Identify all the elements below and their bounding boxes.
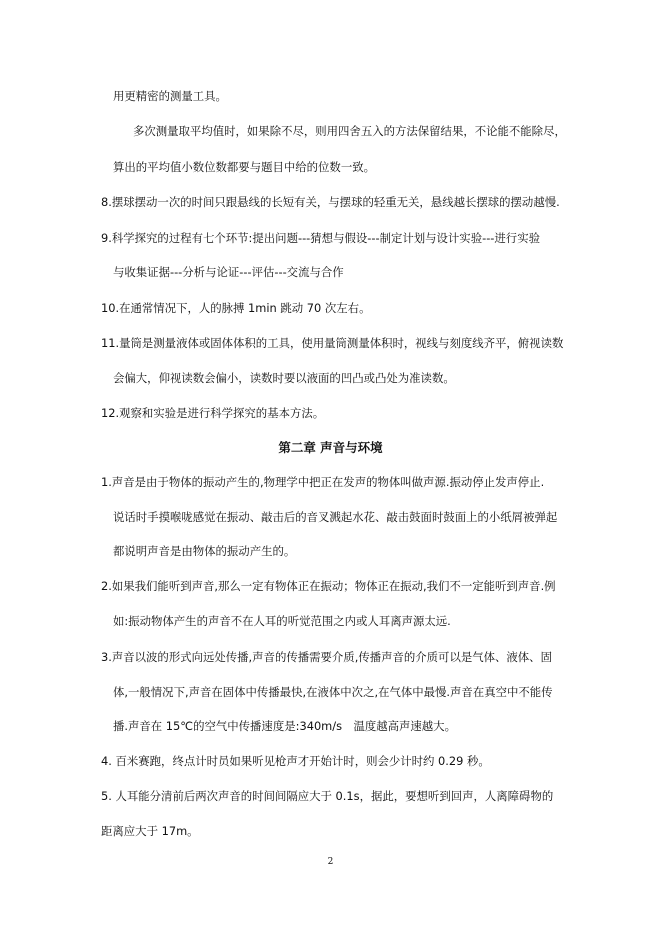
text-line-19: 4. 百米赛跑，终点计时员如果听见枪声才开始计时，则会少计时约 0.29 秒。 bbox=[101, 754, 490, 768]
text-line-18: 播.声音在 15℃的空气中传播速度是:340m/s 温度越高声速越大。 bbox=[113, 719, 456, 733]
text-line-9: 会偏大，仰视读数会偏小，读数时要以液面的凹凸或凸处为准读数。 bbox=[113, 371, 455, 385]
chapter-heading: 第二章 声音与环境 bbox=[278, 440, 383, 455]
text-line-12: 说话时手摸喉咙感觉在振动、敲击后的音叉溅起水花、敲击鼓面时鼓面上的小纸屑被弹起 bbox=[113, 510, 558, 524]
text-line-8: 11.量筒是测量液体或固体体积的工具，使用量筒测量体积时，视线与刻度线齐平，俯视读数 bbox=[101, 336, 564, 350]
text-line-21: 距离应大于 17m。 bbox=[101, 824, 199, 838]
text-line-16: 3.声音以波的形式向远处传播,声音的传播需要介质,传播声音的介质可以是气体、液体、固 bbox=[101, 650, 552, 664]
text-line-20: 5. 人耳能分清前后两次声音的时间间隔应大于 0.1s，据此，要想听到回声，人离障碍物的 bbox=[101, 789, 554, 803]
text-line-11: 1.声音是由于物体的振动产生的,物理学中把正在发声的物体叫做声源.振动停止发声停止. bbox=[101, 475, 545, 489]
text-line-15: 如:振动物体产生的声音不在人耳的听觉范围之内或人耳离声源太远. bbox=[113, 614, 451, 628]
page-number: 2 bbox=[327, 857, 334, 867]
text-line-5: 9.科学探究的过程有七个环节:提出问题---猜想与假设---制定计划与设计实验---进行实验 bbox=[101, 231, 540, 245]
text-line-10: 12.观察和实验是进行科学探究的基本方法。 bbox=[101, 406, 325, 420]
text-line-7: 10.在通常情况下，人的脉搏 1min 跳动 70 次左右。 bbox=[101, 301, 371, 315]
text-line-1: 用更精密的测量工具。 bbox=[113, 89, 227, 103]
text-line-2: 多次测量取平均值时，如果除不尽，则用四舍五入的方法保留结果，不论能不能除尽， bbox=[133, 124, 566, 138]
text-line-4: 8.摆球摆动一次的时间只跟悬线的长短有关，与摆球的轻重无关，悬线越长摆球的摆动越慢. bbox=[101, 195, 560, 209]
text-line-17: 体,一般情况下,声音在固体中传播最快,在液体中次之,在气体中最慢.声音在真空中不能传 bbox=[113, 685, 553, 699]
text-line-13: 都说明声音是由物体的振动产生的。 bbox=[113, 544, 296, 558]
text-line-14: 2.如果我们能听到声音,那么一定有物体正在振动；物体正在振动,我们不一定能听到声音.例 bbox=[101, 579, 556, 593]
text-line-3: 算出的平均值小数位数都要与题目中给的位数一致。 bbox=[113, 160, 375, 174]
text-line-6: 与收集证据---分析与论证---评估---交流与合作 bbox=[113, 265, 344, 279]
